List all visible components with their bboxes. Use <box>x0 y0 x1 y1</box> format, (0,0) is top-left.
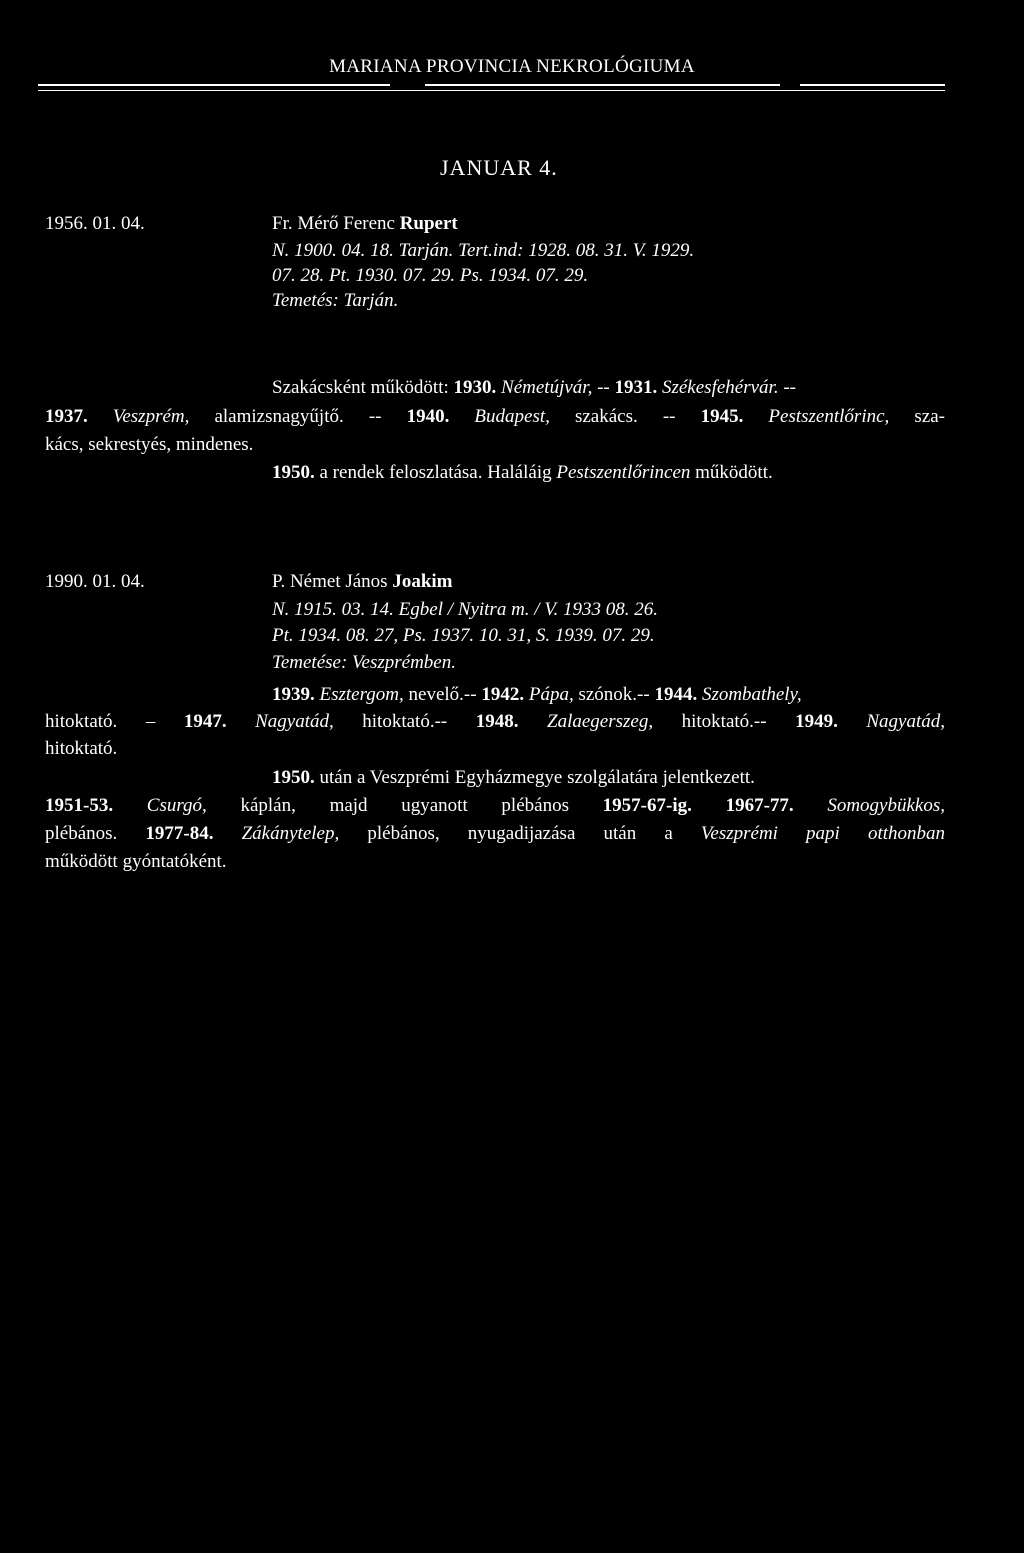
bio-segment: nevelő.-- <box>403 684 482 705</box>
header-rule-underline <box>38 90 945 91</box>
bio-segment: alamizsnagyűjtő. -- <box>189 406 407 427</box>
bio-line <box>45 794 945 818</box>
bio-segment: hitoktató.-- <box>653 711 796 732</box>
bio-segment: 1942. <box>481 684 525 705</box>
bio-segment: kács, sekrestyés, mindenes. <box>45 434 254 455</box>
bio-segment: káplán, majd ugyanott plébános <box>206 795 603 816</box>
bio-segment: Budapest, <box>449 406 550 427</box>
bio-segment: működött. <box>690 462 773 483</box>
bio-segment: Zalaegerszeg, <box>518 711 654 732</box>
entry-religious-name: Joakim <box>392 571 453 592</box>
bio-line <box>45 433 253 457</box>
entry-burial: Temetése: Veszprémben. <box>272 652 456 673</box>
bio-segment: Veszprémi papi otthonban <box>700 823 946 844</box>
section-title: JANUAR 4. <box>440 155 558 180</box>
bio-segment: Somogybükkos, <box>793 795 945 816</box>
bio-segment: 1939. <box>272 684 315 705</box>
bio-segment: 1940. <box>406 406 450 427</box>
bio-line <box>272 683 802 707</box>
bio-segment: Zákánytelep, <box>213 823 340 844</box>
bio-line <box>272 766 755 790</box>
bio-segment: 1957-67-ig. <box>602 795 692 816</box>
entry-name-prefix: Fr. Mérő Ferenc <box>272 213 400 234</box>
bio-line <box>45 850 227 874</box>
bio-line <box>45 710 945 734</box>
bio-segment <box>692 795 726 816</box>
bio-segment: 1950. <box>272 462 315 483</box>
bio-segment: 1949. <box>795 711 838 732</box>
bio-segment: Pápa, <box>524 684 574 705</box>
entry-death-date: 1990. 01. 04. <box>45 571 145 592</box>
header-rule-right <box>800 84 945 86</box>
bio-segment: Veszprém, <box>87 406 190 427</box>
bio-segment: -- <box>592 377 615 398</box>
bio-segment: 1937. <box>45 406 88 427</box>
bio-segment: Pestszentlőrincen <box>556 462 691 483</box>
bio-segment: a rendek feloszlatása. Haláláig <box>314 462 557 483</box>
bio-segment: 1967-77. <box>725 795 794 816</box>
entry-death-date: 1956. 01. 04. <box>45 213 145 234</box>
bio-segment: Szombathely, <box>697 684 802 705</box>
bio-segment: 1945. <box>700 406 744 427</box>
bio-segment: szónok.-- <box>573 684 655 705</box>
bio-segment: hitoktató. – <box>45 711 184 732</box>
entry-name <box>272 212 458 236</box>
entry-data-line: 07. 28. Pt. 1930. 07. 29. Ps. 1934. 07. 29. <box>272 265 589 286</box>
bio-segment: után a Veszprémi Egyházmegye szolgálatára jelentkezett. <box>314 767 755 788</box>
bio-segment: 1977-84. <box>145 823 214 844</box>
entry-burial: Temetés: Tarján. <box>272 290 399 311</box>
entry-name-prefix: P. Német János <box>272 571 393 592</box>
bio-segment: plébános, nyugadijazása után a <box>339 823 701 844</box>
bio-segment: Esztergom, <box>314 684 404 705</box>
bio-segment: plébános. <box>45 823 146 844</box>
bio-segment: Nagyatád, <box>226 711 334 732</box>
bio-segment: szakács. -- <box>549 406 701 427</box>
running-title: MARIANA PROVINCIA NEKROLÓGIUMA <box>329 56 695 77</box>
bio-segment: 1950. <box>272 767 315 788</box>
entry-name <box>272 570 453 594</box>
entry-religious-name: Rupert <box>399 213 458 234</box>
header-rule-left <box>38 84 390 86</box>
bio-line <box>272 461 773 485</box>
bio-segment: 1948. <box>475 711 519 732</box>
bio-segment: 1930. <box>453 377 497 398</box>
header-rule-middle <box>425 84 780 86</box>
bio-segment: működött gyóntatóként. <box>45 851 227 872</box>
bio-segment: 1951-53. <box>45 795 114 816</box>
entry-data-line: Pt. 1934. 08. 27, Ps. 1937. 10. 31, S. 1939. 07. 29. <box>272 625 655 646</box>
entry-data-line: N. 1900. 04. 18. Tarján. Tert.ind: 1928. 08. 31. V. 1929. <box>272 240 695 261</box>
bio-segment: hitoktató. <box>45 738 118 759</box>
bio-line <box>272 376 796 400</box>
bio-line <box>45 822 945 846</box>
bio-segment: hitoktató.-- <box>333 711 476 732</box>
bio-segment: Nagyatád, <box>837 711 946 732</box>
entry-data-line: N. 1915. 03. 14. Egbel / Nyitra m. / V. 1933 08. 26. <box>272 599 658 620</box>
bio-segment: Pestszentlőrinc, <box>743 406 890 427</box>
bio-segment: Székesfehérvár. <box>657 377 779 398</box>
bio-segment: -- <box>778 377 796 398</box>
bio-line <box>45 737 117 761</box>
bio-segment: 1947. <box>183 711 227 732</box>
bio-segment: Csurgó, <box>113 795 207 816</box>
bio-segment: 1944. <box>654 684 698 705</box>
bio-line <box>45 405 945 429</box>
bio-segment: Németújvár, <box>496 377 593 398</box>
bio-segment: sza- <box>889 406 945 427</box>
bio-segment: Szakácsként működött: <box>272 377 454 398</box>
bio-segment: 1931. <box>614 377 658 398</box>
